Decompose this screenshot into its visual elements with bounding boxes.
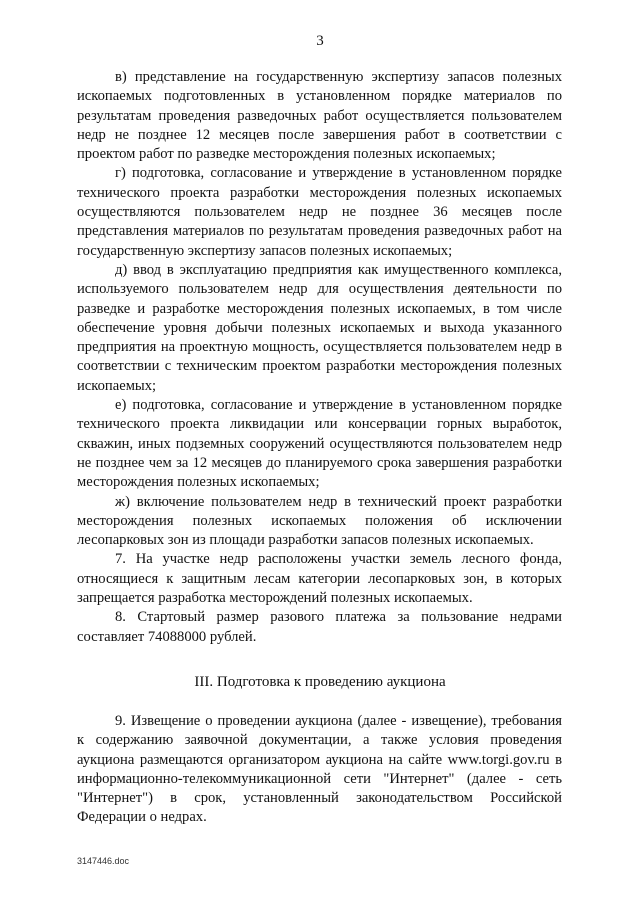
paragraph-9: 9. Извещение о проведении аукциона (далее - извещение), требования к содержанию заявочной документации, а также условия проведения аукциона размещаются организатором аукциона на сайте www.torgi.gov.ru в информационно-телекоммуникационной сети "Интернет" (далее - сеть "Интернет") в срок, установленный законодательством Российской Федерации о недрах. — [77, 713, 562, 826]
paragraph-7: 7. На участке недр расположены участки земель лесного фонда, относящиеся к защитным лесам категории лесопарковых зон, в которых запрещается разработка месторождений полезных ископаемых. — [77, 551, 562, 607]
paragraph-zh: ж) включение пользователем недр в технический проект разработки месторождения полезных ископаемых положения об исключении лесопарковых зон из площади разработки запасов полезных ископаемых. — [77, 493, 562, 549]
section-heading: III. Подготовка к проведению аукциона — [194, 674, 446, 690]
footer-filename: 3147446.doc — [77, 856, 130, 866]
paragraph-8: 8. Стартовый размер разового платежа за пользование недрами составляет 74088000 рублей. — [77, 609, 562, 645]
section-body — [77, 712, 562, 828]
document-body — [77, 68, 562, 647]
paragraph-v: в) представление на государственную экспертизу запасов полезных ископаемых подготовленных в установленном порядке материалов по результатам проведения разведочных работ осуществляется пользователем недр не позднее 12 месяцев после завершения работ в соответствии с проектом работ по разведке месторождения полезных ископаемых; — [77, 69, 562, 163]
paragraph-d: д) ввод в эксплуатацию предприятия как имущественного комплекса, используемого пользователем недр для осуществления деятельности по разведке и разработке месторождения полезных ископаемых, в том числе обеспечение уровня добычи полезных ископаемых и выхода указанного предприятия на проектную мощность, осуществляется пользователем недр в соответствии с техническим проектом разработки месторождения полезных ископаемых; — [77, 261, 562, 394]
paragraph-g: г) подготовка, согласование и утверждение в установленном порядке технического проекта разработки месторождения полезных ископаемых осуществляются пользователем недр не позднее 36 месяцев после представления материалов по результатам проведения разведочных работ на государственную экспертизу запасов полезных ископаемых; — [77, 165, 562, 259]
page-number: 3 — [316, 33, 324, 49]
paragraph-e: е) подготовка, согласование и утверждение в установленном порядке технического проекта ликвидации или консервации горных выработок, скважин, иных подземных сооружений осуществляются пользователем недр не позднее чем за 12 месяцев до планируемого срока завершения разработки месторождения полезных ископаемых; — [77, 397, 562, 491]
